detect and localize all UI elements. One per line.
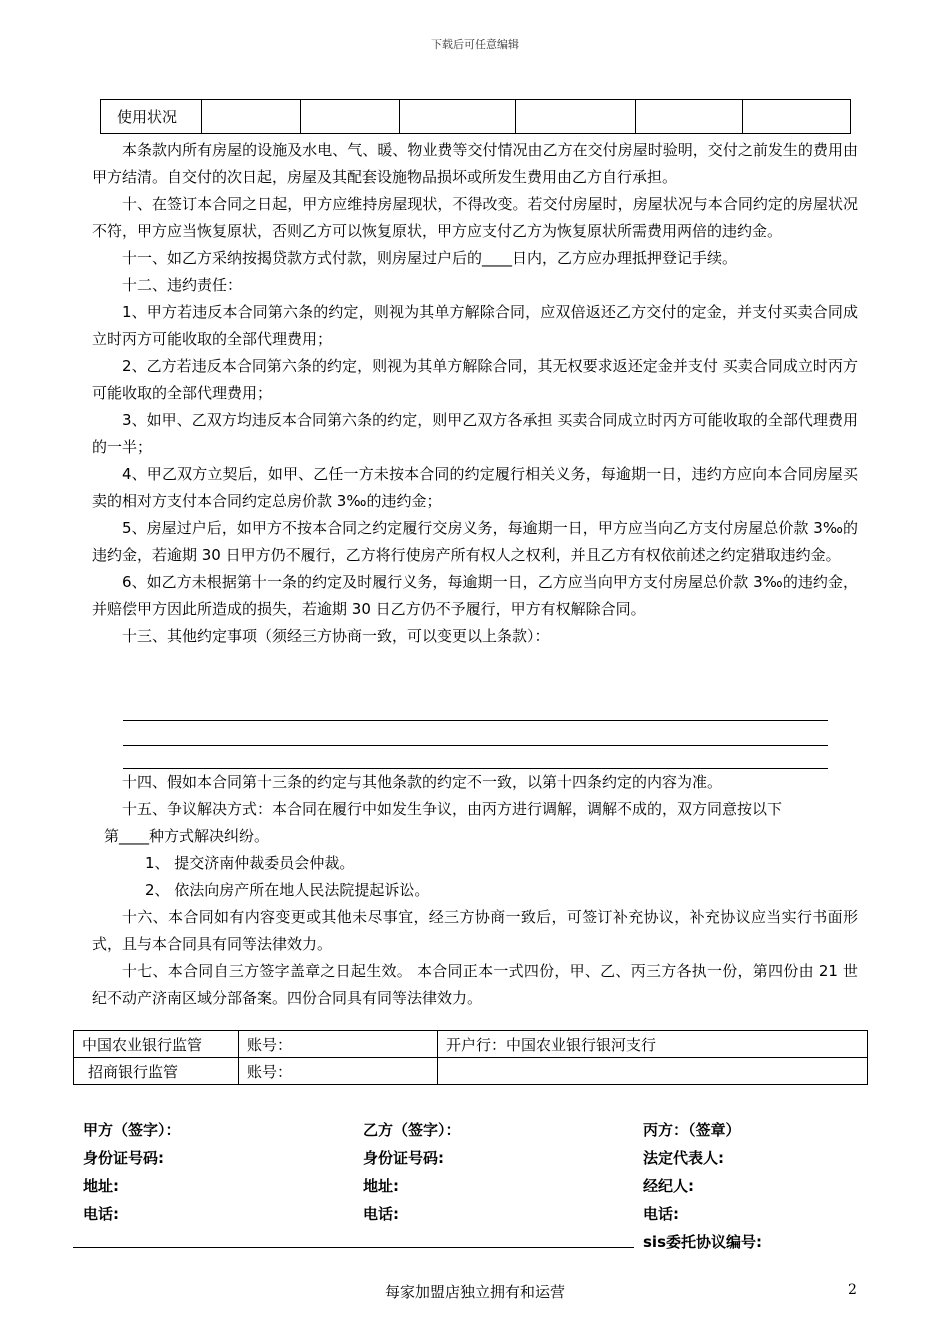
table-cell [301,100,400,134]
clause-15-option-2: 2、 依法向房产所在地人民法院提起诉讼。 [145,881,430,899]
table-cell [742,100,850,134]
bank-branch: 开户行：中国农业银行银河支行 [438,1031,868,1058]
contract-body-top [92,137,858,650]
clause-14: 十四、假如本合同第十三条的约定与其他条款的约定不一致，以第十四条约定的内容为准。 [122,773,723,791]
table-row [74,1031,868,1058]
bank-supervision-table [73,1030,868,1085]
clause-15: 十五、争议解决方式：本合同在履行中如发生争议，由丙方进行调解，调解不成的，双方同意按以下 [122,800,783,818]
page-number: 2 [848,1282,857,1298]
account-label: 账号： [239,1031,438,1058]
clause-12-heading: 十二、违约责任： [122,276,243,294]
clause-12-item-4: 4、甲乙双方立契后，如甲、乙任一方未按本合同的约定履行相关义务，每逾期一日，违约方应向本合同房屋买卖的相对方支付本合同约定总房价款 3‰的违约金； [92,465,858,510]
party-c-agent-label: 经纪人: [643,1177,694,1195]
clause-12-item-2: 2、乙方若违反本合同第六条的约定，则视为其单方解除合同，其无权要求返还定金并支付 买卖合同成立时丙方可能收取的全部代理费用； [92,357,858,402]
party-c-agreement-no-label: sis委托协议编号: [643,1233,762,1251]
header-note: 下载后可任意编辑 [431,38,519,51]
table-cell [202,100,301,134]
bank-branch [438,1058,868,1085]
blank-line [123,720,828,721]
clause-15-cont: 第____种方式解决纠纷。 [104,827,270,845]
clause-paragraph: 本条款内所有房屋的设施及水电、气、暖、物业费等交付情况由乙方在交付房屋时验明，交付之前发生的费用由甲方结清。自交付的次日起，房屋及其配套设施物品损坏或所发生费用由乙方自行承担。 [92,141,858,186]
clause-12-item-6: 6、如乙方未根据第十一条的约定及时履行义务，每逾期一日，乙方应当向甲方支付房屋总价款 3‰的违约金，并赔偿甲方因此所造成的损失，若逾期 30 日乙方仍不予履行，甲方有权解除合同。 [92,573,858,618]
usage-status-label: 使用状况 [101,100,202,134]
party-c-phone-label: 电话: [643,1205,679,1223]
table-cell [400,100,516,134]
table-cell [516,100,635,134]
clause-11: 十一、如乙方采纳按揭贷款方式付款，则房屋过户后的____日内，乙方应办理抵押登记手续。 [122,249,738,267]
clause-12-item-1: 1、甲方若违反本合同第六条的约定，则视为其单方解除合同，应双倍返还乙方交付的定金，并支付买卖合同成立时丙方可能收取的全部代理费用； [92,303,858,348]
party-b-signature-block [363,1116,461,1228]
party-b-id-label: 身份证号码: [363,1149,444,1167]
party-a-sign-label: 甲方（签字）： [83,1121,181,1139]
clause-12-item-5: 5、房屋过户后，如甲方不按本合同之约定履行交房义务，每逾期一日，甲方应当向乙方支付房屋总价款 3‰的违约金，若逾期 30 日甲方仍不履行，乙方将行使房产所有权人之权利，并且乙方有权依前述之约定猎取违约金。 [92,519,858,564]
bank-name: 中国农业银行监管 [74,1031,239,1058]
clause-17: 十七、本合同自三方签字盖章之日起生效。 本合同正本一式四份，甲、乙、丙三方各执一份，第四份由 21 世纪不动产济南区域分部备案。四份合同具有同等法律效力。 [92,962,858,1007]
bank-name: 招商银行监管 [74,1058,239,1085]
divider [73,1247,634,1248]
footer-text: 每家加盟店独立拥有和运营 [384,1283,565,1301]
clause-15-option-1: 1、 提交济南仲裁委员会仲裁。 [145,854,355,872]
account-label: 账号： [239,1058,438,1085]
clause-16: 十六、本合同如有内容变更或其他未尽事宜，经三方协商一致后，可签订补充协议，补充协议应当实行书面形式，且与本合同具有同等法律效力。 [92,908,858,953]
table-row [74,1058,868,1085]
party-b-sign-label: 乙方（签字）： [363,1121,461,1139]
party-c-seal-label: 丙方：（签章） [643,1121,741,1139]
party-a-phone-label: 电话: [83,1205,119,1223]
party-b-phone-label: 电话: [363,1205,399,1223]
party-a-id-label: 身份证号码: [83,1149,164,1167]
party-c-legal-rep-label: 法定代表人: [643,1149,724,1167]
party-a-address-label: 地址: [83,1177,119,1195]
clause-12-item-3: 3、如甲、乙双方均违反本合同第六条的约定，则甲乙双方各承担 买卖合同成立时丙方可能收取的全部代理费用的一半； [92,411,858,456]
contract-body-bottom [92,769,858,1012]
table-cell [635,100,742,134]
party-a-signature-block [83,1116,181,1228]
clause-10: 十、在签订本合同之日起，甲方应维持房屋现状，不得改变。若交付房屋时，房屋状况与本合同约定的房屋状况不符，甲方应当恢复原状，否则乙方可以恢复原状，甲方应支付乙方为恢复原状所需费用两倍的违约金。 [92,195,858,240]
party-b-address-label: 地址: [363,1177,399,1195]
blank-line [123,745,828,746]
usage-status-table [100,99,851,134]
clause-13: 十三、其他约定事项（须经三方协商一致，可以变更以上条款）： [122,627,550,645]
party-c-signature-block [643,1116,762,1256]
